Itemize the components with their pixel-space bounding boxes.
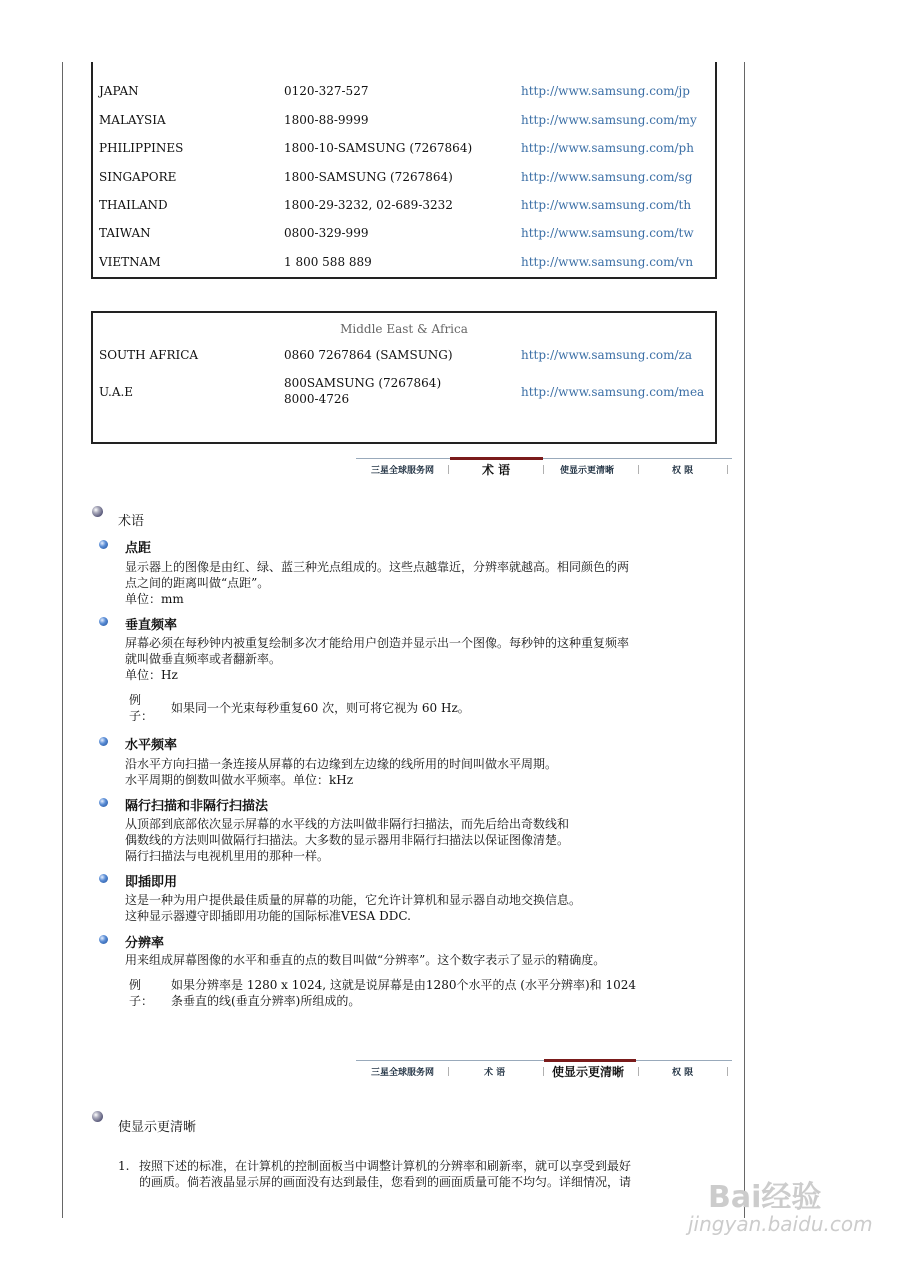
term-bullet-icon [99,798,108,807]
term-description [125,892,581,924]
active-tab-indicator [544,1059,636,1062]
phone-cell: 0800-329-999 [284,226,369,240]
example-label: 例子： [129,978,154,1008]
tab-glossary[interactable]: 术 语 [484,1068,506,1078]
text-line: 条垂直的线(垂直分辨率)所组成的。 [171,994,361,1008]
term-title: 点距 [125,541,152,556]
clarity-section-title: 使显示更清晰 [118,1120,197,1135]
text-line: 屏幕必须在每秒钟内被重复绘制多次才能给用户创造并显示出一个图像。每秒钟的这种重复频率 [125,636,630,650]
text-line: 如果分辨率是 1280 x 1024, 这就是说屏幕是由1280个水平的点 (水平分辨率)和 1024 [171,978,636,992]
country-cell: U.A.E [99,385,134,399]
term-bullet-icon [99,540,108,549]
country-cell: THAILAND [99,198,168,212]
list-text [139,1158,709,1190]
tab-samsung-global[interactable]: 三星全球服务网 [371,1068,435,1078]
nav-line [356,458,732,459]
nav-separator: | [637,1067,641,1077]
url-link[interactable]: http://www.samsung.com/jp [521,84,690,98]
country-cell: SOUTH AFRICA [99,348,199,362]
term-title: 隔行扫描和非隔行扫描法 [125,799,269,814]
phone-cell: 1800-SAMSUNG (7267864) [284,170,453,184]
text-line: 点之间的距离叫做“点距”。 [125,576,270,590]
text-line: 用来组成屏幕图像的水平和垂直的点的数目叫做“分辨率”。这个数字表示了显示的精确度。 [125,953,606,967]
text-line: 按照下述的标准，在计算机的控制面板当中调整计算机的分辨率和刷新率，就可以享受到最好 [139,1159,632,1173]
glossary-section-title: 术语 [118,514,145,529]
term-bullet-icon [99,617,108,626]
term-description [125,559,629,607]
example-text: 如果同一个光束每秒重复60 次，则可将它视为 60 Hz。 [171,701,470,715]
url-link[interactable]: http://www.samsung.com/ph [521,141,694,155]
url-link[interactable]: http://www.samsung.com/th [521,198,692,212]
country-cell: TAIWAN [99,226,151,240]
phone-cell: 1800-29-3232, 02-689-3232 [284,198,453,212]
text-line: 隔行扫描法与电视机里用的那种一样。 [125,849,330,863]
phone-cell: 1 800 588 889 [284,255,372,269]
nav-separator: | [447,1067,451,1077]
term-title: 水平频率 [125,738,178,753]
term-bullet-icon [99,874,108,883]
country-cell: VIETNAM [99,255,161,269]
text-line: 这是一种为用户提供最佳质量的屏幕的功能，它允许计算机和显示器自动地交换信息。 [125,893,582,907]
text-line: 水平周期的倒数叫做水平频率。单位：kHz [125,773,354,787]
phone-cell: 1800-10-SAMSUNG (7267864) [284,141,473,155]
url-link[interactable]: http://www.samsung.com/za [521,348,693,362]
mea-contact-table [91,311,717,444]
left-margin-line [62,62,63,1218]
section-nav-2 [356,1060,732,1084]
phone-cell: 0120-327-527 [284,84,369,98]
term-title: 分辨率 [125,936,165,951]
phone-cell: 1800-88-9999 [284,113,369,127]
list-number: 1. [118,1159,130,1173]
section-nav-1 [356,458,732,482]
section-bullet-icon [92,506,103,517]
baidu-watermark-logo: Bai经验 [708,1180,822,1215]
text-line: 这种显示器遵守即插即用功能的国际标准VESA DDC. [125,909,411,923]
text-line: 显示器上的图像是由红、绿、蓝三种光点组成的。这些点越靠近，分辨率就越高。相同颜色的两 [125,560,630,574]
tab-authority[interactable]: 权 限 [672,466,694,476]
text-line: 偶数线的方法则叫做隔行扫描法。大多数的显示器用非隔行扫描法以保证图像清楚。 [125,833,570,847]
example-text [171,977,636,1009]
phone-cell-2: 8000-4726 [284,392,350,406]
tab-glossary[interactable]: 术 语 [482,463,511,477]
text-line: 单位：mm [125,592,184,606]
region-title: Middle East & Africa [340,322,468,336]
active-tab-indicator [450,457,543,460]
tab-authority[interactable]: 权 限 [672,1068,694,1078]
text-line: 的画质。倘若液晶显示屏的画面没有达到最佳，您看到的画面质量可能不均匀。详细情况，请 [139,1175,632,1189]
text-line: 单位：Hz [125,668,178,682]
text-line: 从顶部到底部依次显示屏幕的水平线的方法叫做非隔行扫描法，而先后给出奇数线和 [125,817,570,831]
tab-samsung-global[interactable]: 三星全球服务网 [371,466,435,476]
url-link[interactable]: http://www.samsung.com/vn [521,255,694,269]
country-cell: PHILIPPINES [99,141,184,155]
baidu-watermark-url: jingyan.baidu.com [688,1212,873,1236]
url-link[interactable]: http://www.samsung.com/mea [521,385,705,399]
section-bullet-icon [92,1111,103,1122]
url-link[interactable]: http://www.samsung.com/tw [521,226,694,240]
nav-separator: | [726,465,730,475]
nav-separator: | [447,465,451,475]
nav-separator: | [542,465,546,475]
term-bullet-icon [99,935,108,944]
url-link[interactable]: http://www.samsung.com/sg [521,170,693,184]
term-bullet-icon [99,737,108,746]
term-description [125,635,629,683]
term-description [125,756,557,788]
phone-cell: 800SAMSUNG (7267864) [284,376,442,390]
country-cell: MALAYSIA [99,113,166,127]
term-description [125,952,605,968]
asia-contact-table [91,62,717,279]
tab-clearer-display[interactable]: 使显示更清晰 [560,466,615,476]
nav-separator: | [542,1067,546,1077]
url-link[interactable]: http://www.samsung.com/my [521,113,697,127]
nav-separator: | [637,465,641,475]
term-title: 垂直频率 [125,618,178,633]
text-line: 沿水平方向扫描一条连接从屏幕的右边缘到左边缘的线所用的时间叫做水平周期。 [125,757,558,771]
term-description [125,816,569,864]
country-cell: JAPAN [99,84,139,98]
right-margin-line [744,62,745,1218]
text-line: 就叫做垂直频率或者翻新率。 [125,652,282,666]
phone-cell: 0860 7267864 (SAMSUNG) [284,348,453,362]
country-cell: SINGAPORE [99,170,177,184]
nav-separator: | [726,1067,730,1077]
term-title: 即插即用 [125,875,178,890]
tab-clearer-display[interactable]: 使显示更清晰 [552,1065,625,1079]
example-label: 例子： [129,693,154,723]
